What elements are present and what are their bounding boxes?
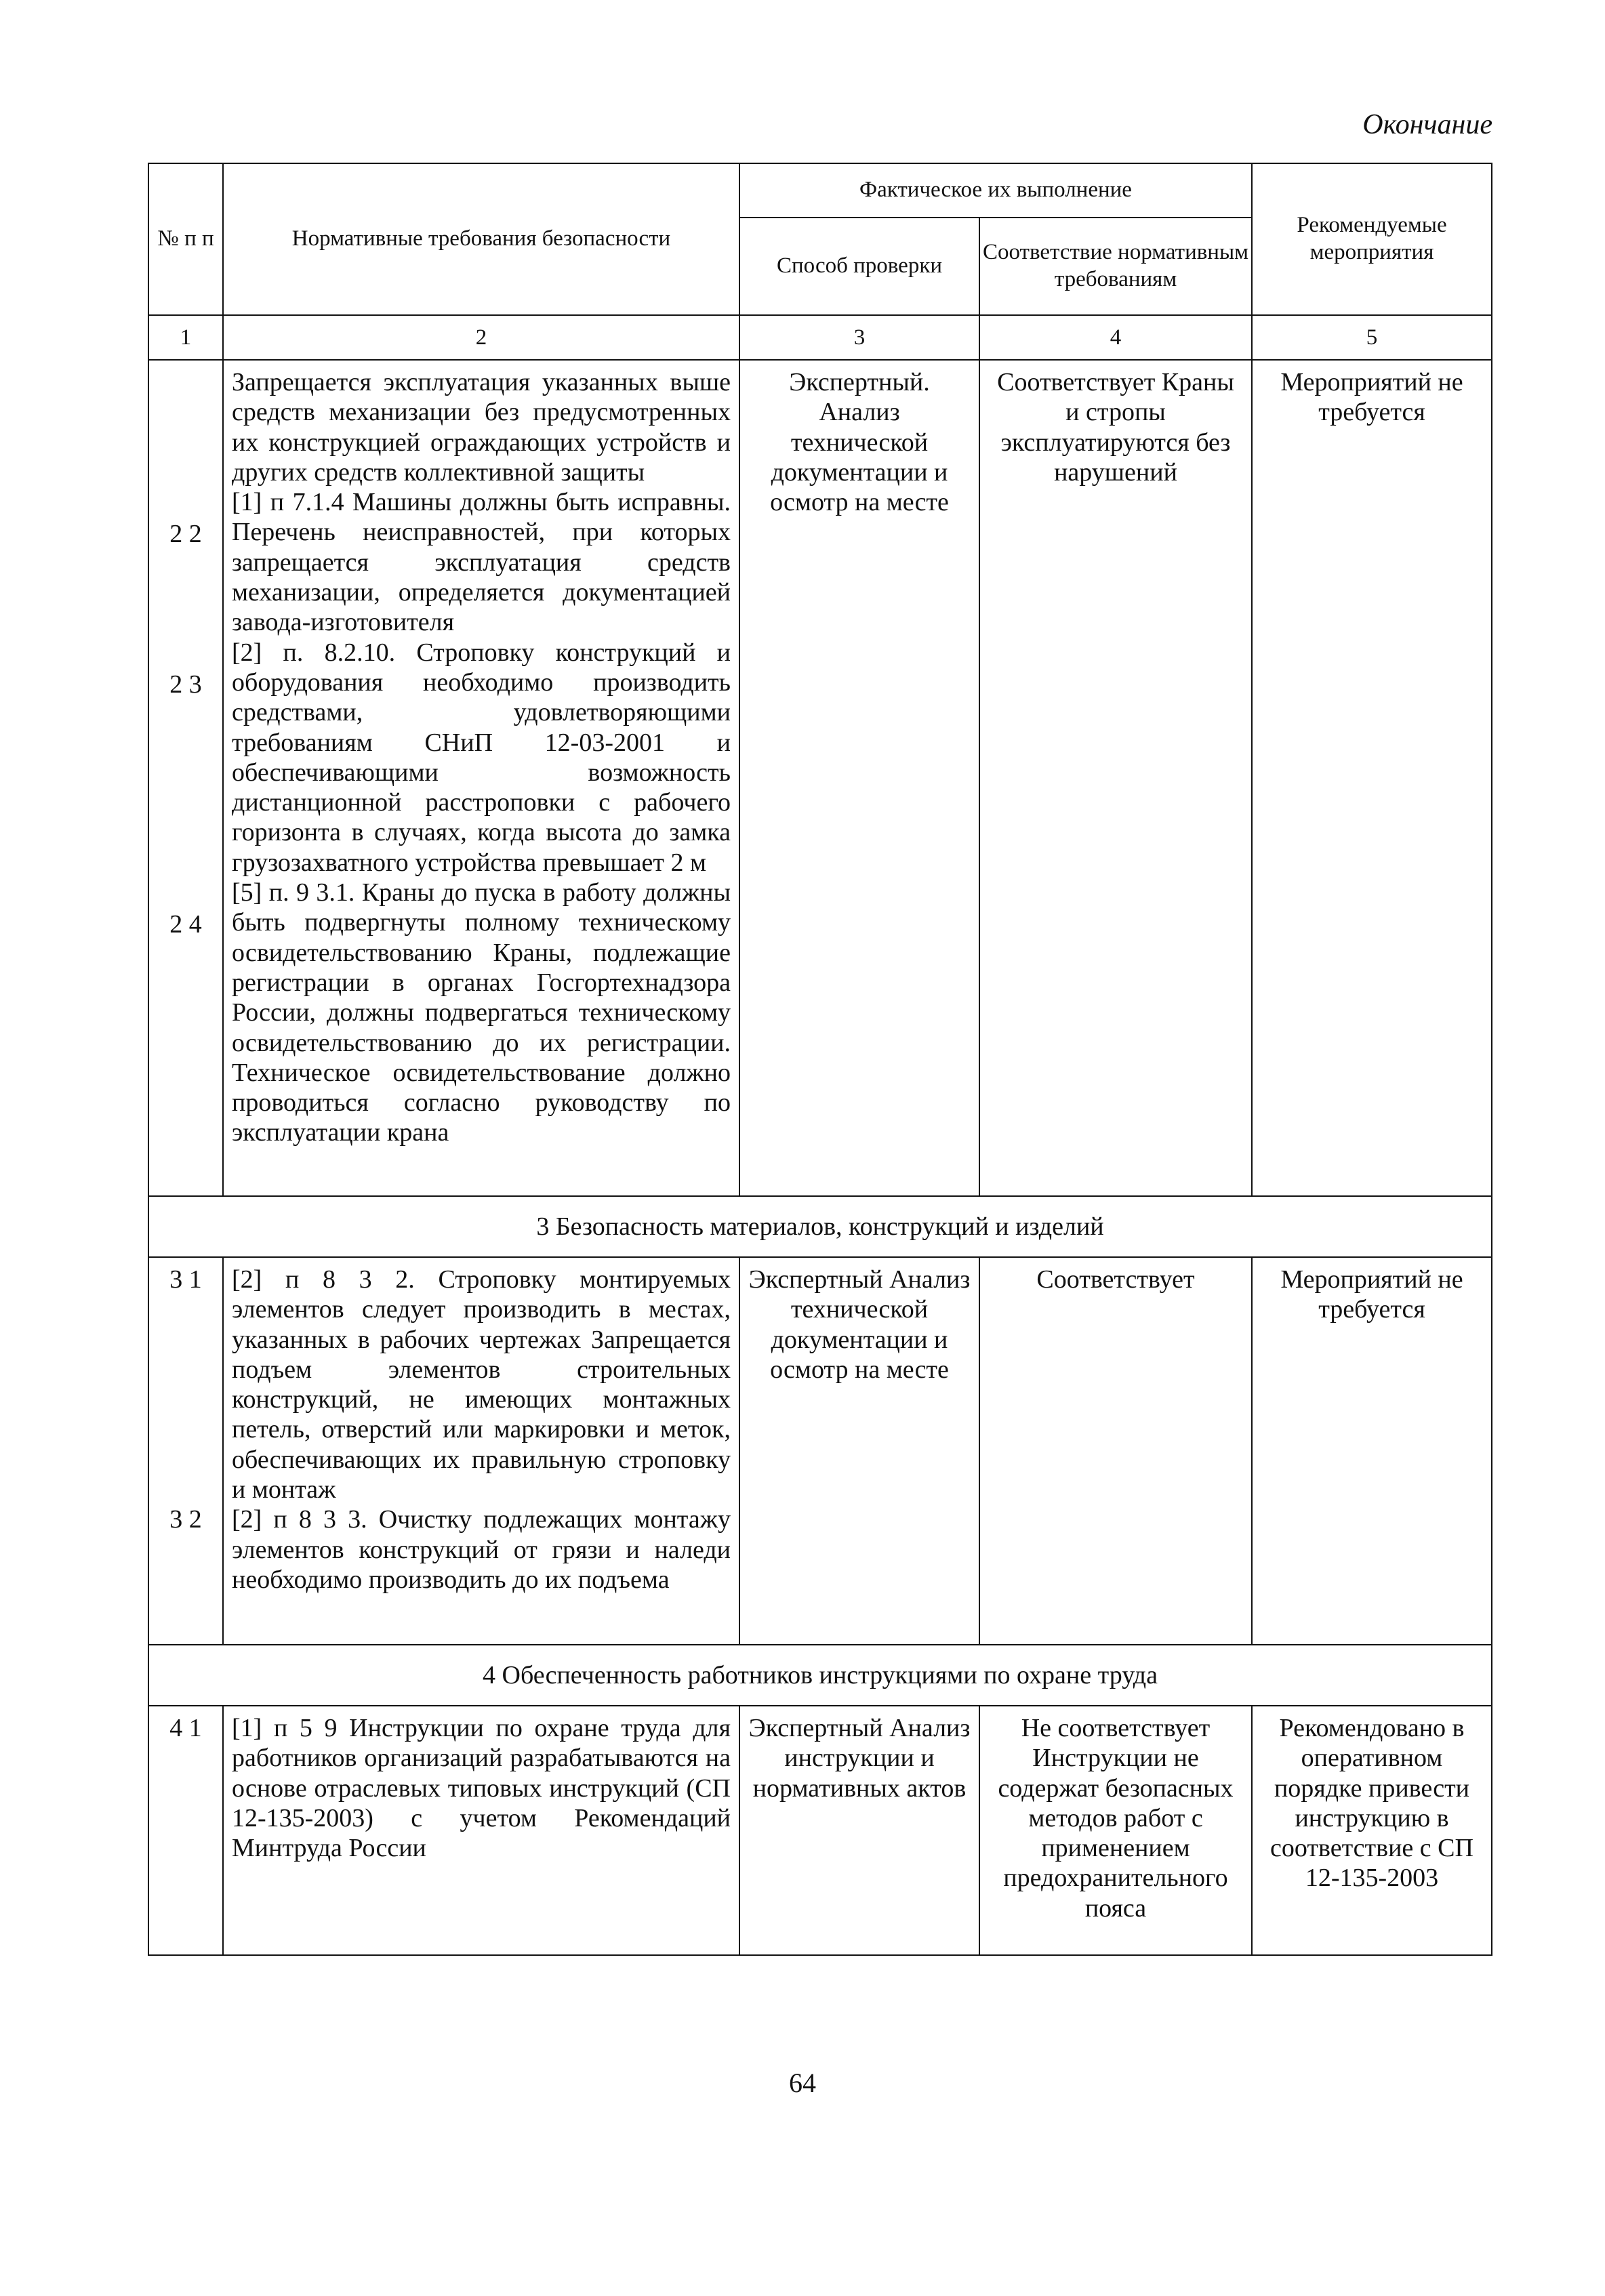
section-4-title: 4 Обеспеченность работников инструкциями по охране труда: [148, 1645, 1492, 1706]
item-number: 3 2: [169, 1505, 202, 1534]
safety-requirements-table: [148, 163, 1492, 1956]
continuation-caption: Окончание: [1362, 109, 1492, 140]
recommended-cell: Мероприятий не требуется: [1252, 1257, 1492, 1645]
table-row: [148, 1257, 1492, 1645]
recommended-cell: Мероприятий не требуется: [1252, 360, 1492, 1196]
header-actual: Фактическое их выполнение: [739, 163, 1252, 218]
column-number: 1: [148, 315, 223, 360]
method-cell: Экспертный Анализ технической документации и осмотр на месте: [739, 1257, 979, 1645]
header-requirements: Нормативные требования безопасности: [223, 163, 739, 315]
column-number: 2: [223, 315, 739, 360]
section-title-row: [148, 1196, 1492, 1257]
requirement-text: [1] п 5 9 Инструкции по охране труда для работников организаций разрабатываются на основе отраслевых типовых инструкций (СП 12-135-2003) с учетом Рекомендаций Минтруда России: [232, 1714, 731, 1863]
column-numbers-row: [148, 315, 1492, 360]
item-number: 3 1: [169, 1265, 202, 1294]
requirement-text: [1] п 7.1.4 Машины должны быть исправны. Перечень неисправностей, при которых запрещается эксплуатация средств механизации, определяется документацией завода-изготовителя: [232, 488, 731, 637]
section-3-title: 3 Безопасность материалов, конструкций и изделий: [148, 1196, 1492, 1257]
table-row: [148, 1706, 1492, 1955]
item-number-cell: [148, 360, 223, 1196]
item-number-cell: [148, 1257, 223, 1645]
requirement-text: [5] п. 9 3.1. Краны до пуска в работу должны быть подвергнуты полному техническому освидетельствованию Краны, подлежащие регистрации в органах Госгортехнадзора России, должны подвергаться техническому освидетельствованию до их регистрации. Техническое освидетельствование должно проводиться согласно руководству по эксплуатации крана: [232, 878, 731, 1147]
page-number: 64: [789, 2068, 816, 2098]
requirements-cell: [223, 1257, 739, 1645]
column-number: 5: [1252, 315, 1492, 360]
table-row: [148, 360, 1492, 1196]
requirements-cell: [223, 360, 739, 1196]
compliance-cell: Соответствует Краны и стропы эксплуатируются без нарушений: [979, 360, 1252, 1196]
table-header-row: [148, 163, 1492, 218]
method-cell: Экспертный Анализ инструкции и нормативных актов: [739, 1706, 979, 1955]
header-compliance: Соответствие нормативным требованиям: [979, 218, 1252, 315]
requirements-cell: [223, 1706, 739, 1955]
requirement-text: [2] п. 8.2.10. Строповку конструкций и оборудования необходимо производить средствами, удовлетворяющими требованиям СНиП 12-03-2001 и обеспечивающими возможность дистанционной расстроповки с рабочего горизонта в случаях, когда высота до замка грузозахватного устройства превышает 2 м: [232, 638, 731, 877]
item-number: 2 4: [169, 910, 202, 939]
header-method: Способ проверки: [739, 218, 979, 315]
item-number: 4 1: [169, 1714, 202, 1742]
requirement-text: [2] п 8 3 3. Очистку подлежащих монтажу элементов конструкций от грязи и наледи необходимо производить до их подъема: [232, 1505, 731, 1594]
header-num: № п п: [148, 163, 223, 315]
requirement-text: [2] п 8 3 2. Строповку монтируемых элементов следует производить в местах, указанных в рабочих чертежах Запрещается подъем элементов строительных конструкций, не имеющих монтажных петель, отверстий или маркировки и меток, обеспечивающих их правильную строповку и монтаж: [232, 1265, 731, 1504]
item-number-cell: [148, 1706, 223, 1955]
column-number: 4: [979, 315, 1252, 360]
compliance-cell: Соответствует: [979, 1257, 1252, 1645]
compliance-cell: Не соответствует Инструкции не содержат безопасных методов работ с применением предохранительного пояса: [979, 1706, 1252, 1955]
item-number: 2 3: [169, 670, 202, 699]
header-recommended: Рекомендуемые мероприятия: [1252, 163, 1492, 315]
column-number: 3: [739, 315, 979, 360]
item-number: 2 2: [169, 520, 202, 548]
section-title-row: [148, 1645, 1492, 1706]
recommended-cell: Рекомендовано в оперативном порядке привести инструкцию в соответствие с СП 12-135-2003: [1252, 1706, 1492, 1955]
requirement-text: Запрещается эксплуатация указанных выше средств механизации без предусмотренных их конструкцией ограждающих устройств и других средств коллективной защиты: [232, 368, 731, 487]
method-cell: Экспертный. Анализ технической документации и осмотр на месте: [739, 360, 979, 1196]
